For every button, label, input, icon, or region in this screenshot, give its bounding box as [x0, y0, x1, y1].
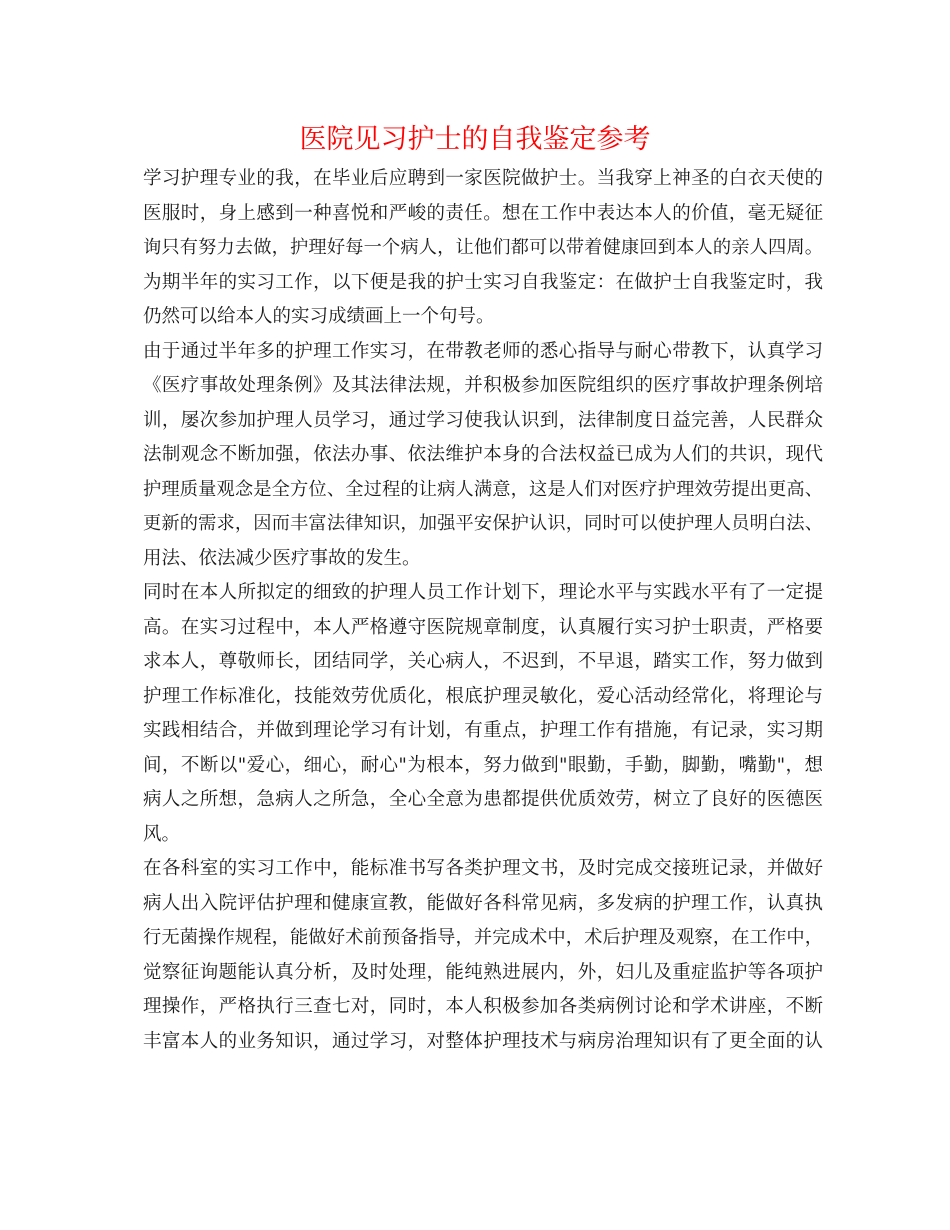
body-line: 实践相结合，并做到理论学习有计划，有重点，护理工作有措施，有记录，实习期 — [143, 720, 823, 741]
body-line: 同时在本人所拟定的细致的护理人员工作计划下，理论水平与实践水平有了一定提 — [143, 582, 823, 603]
body-line: 医服时，身上感到一种喜悦和严峻的责任。想在工作中表达本人的价值，毫无疑征 — [143, 202, 823, 224]
body-line: 训，屡次参加护理人员学习，通过学习使我认识到，法律制度日益完善，人民群众 — [143, 409, 823, 431]
body-line: 学习护理专业的我，在毕业后应聘到一家医院做护士。当我穿上神圣的白衣天使的 — [143, 168, 823, 189]
body-line: 觉察征询题能认真分析，及时处理，能纯熟进展内，外，妇儿及重症监护等各项护 — [143, 961, 823, 983]
body-line: 病人之所想，急病人之所急，全心全意为患都提供优质效劳，树立了良好的医德医 — [143, 789, 823, 810]
body-line: 为期半年的实习工作，以下便是我的护士实习自我鉴定：在做护士自我鉴定时，我 — [143, 271, 823, 293]
document-title: 医院见习护士的自我鉴定参考 — [299, 124, 651, 155]
body-line: 在各科室的实习工作中，能标准书写各类护理文书，及时完成交接班记录，并做好 — [143, 858, 823, 879]
body-line: 用法、依法减少医疗事故的发生。 — [143, 547, 421, 569]
body-line: 更新的需求，因而丰富法律知识，加强平安保护认识，同时可以使护理人员明白法、 — [143, 513, 823, 534]
body-line: 护理工作标准化，技能效劳优质化，根底护理灵敏化，爱心活动经常化，将理论与 — [143, 685, 823, 707]
body-line: 间，不断以"爱心，细心，耐心"为根本，努力做到"眼勤，手勤，脚勤，嘴勤"，想 — [143, 754, 823, 776]
body-line: 丰富本人的业务知识，通过学习，对整体护理技术与病房治理知识有了更全面的认 — [143, 1030, 823, 1052]
document-body — [143, 162, 823, 1059]
body-line: 求本人，尊敬师长，团结同学，关心病人，不迟到，不早退，踏实工作，努力做到 — [143, 651, 823, 672]
body-line: 护理质量观念是全方位、全过程的让病人满意，这是人们对医疗护理效劳提出更高、 — [143, 478, 823, 500]
body-line: 仍然可以给本人的实习成绩画上一个句号。 — [143, 306, 495, 327]
body-line: 病人出入院评估护理和健康宣教，能做好各科常见病，多发病的护理工作，认真执 — [143, 892, 823, 914]
body-line: 《医疗事故处理条例》及其法律法规，并积极参加医院组织的医疗事故护理条例培 — [143, 375, 823, 396]
body-line: 高。在实习过程中，本人严格遵守医院规章制度，认真履行实习护士职责，严格要 — [143, 616, 823, 638]
body-line: 行无菌操作规程，能做好术前预备指导，并完成术中，术后护理及观察，在工作中， — [143, 927, 823, 948]
body-line: 询只有努力去做，护理好每一个病人，让他们都可以带着健康回到本人的亲人四周。 — [143, 237, 823, 258]
body-line: 风。 — [143, 823, 181, 845]
body-line: 法制观念不断加强，依法办事、依法维护本身的合法权益已成为人们的共识，现代 — [143, 444, 823, 465]
body-line: 理操作，严格执行三查七对，同时，本人积极参加各类病例讨论和学术讲座，不断 — [143, 996, 823, 1017]
body-line: 由于通过半年多的护理工作实习，在带教老师的悉心指导与耐心带教下，认真学习 — [143, 340, 823, 362]
